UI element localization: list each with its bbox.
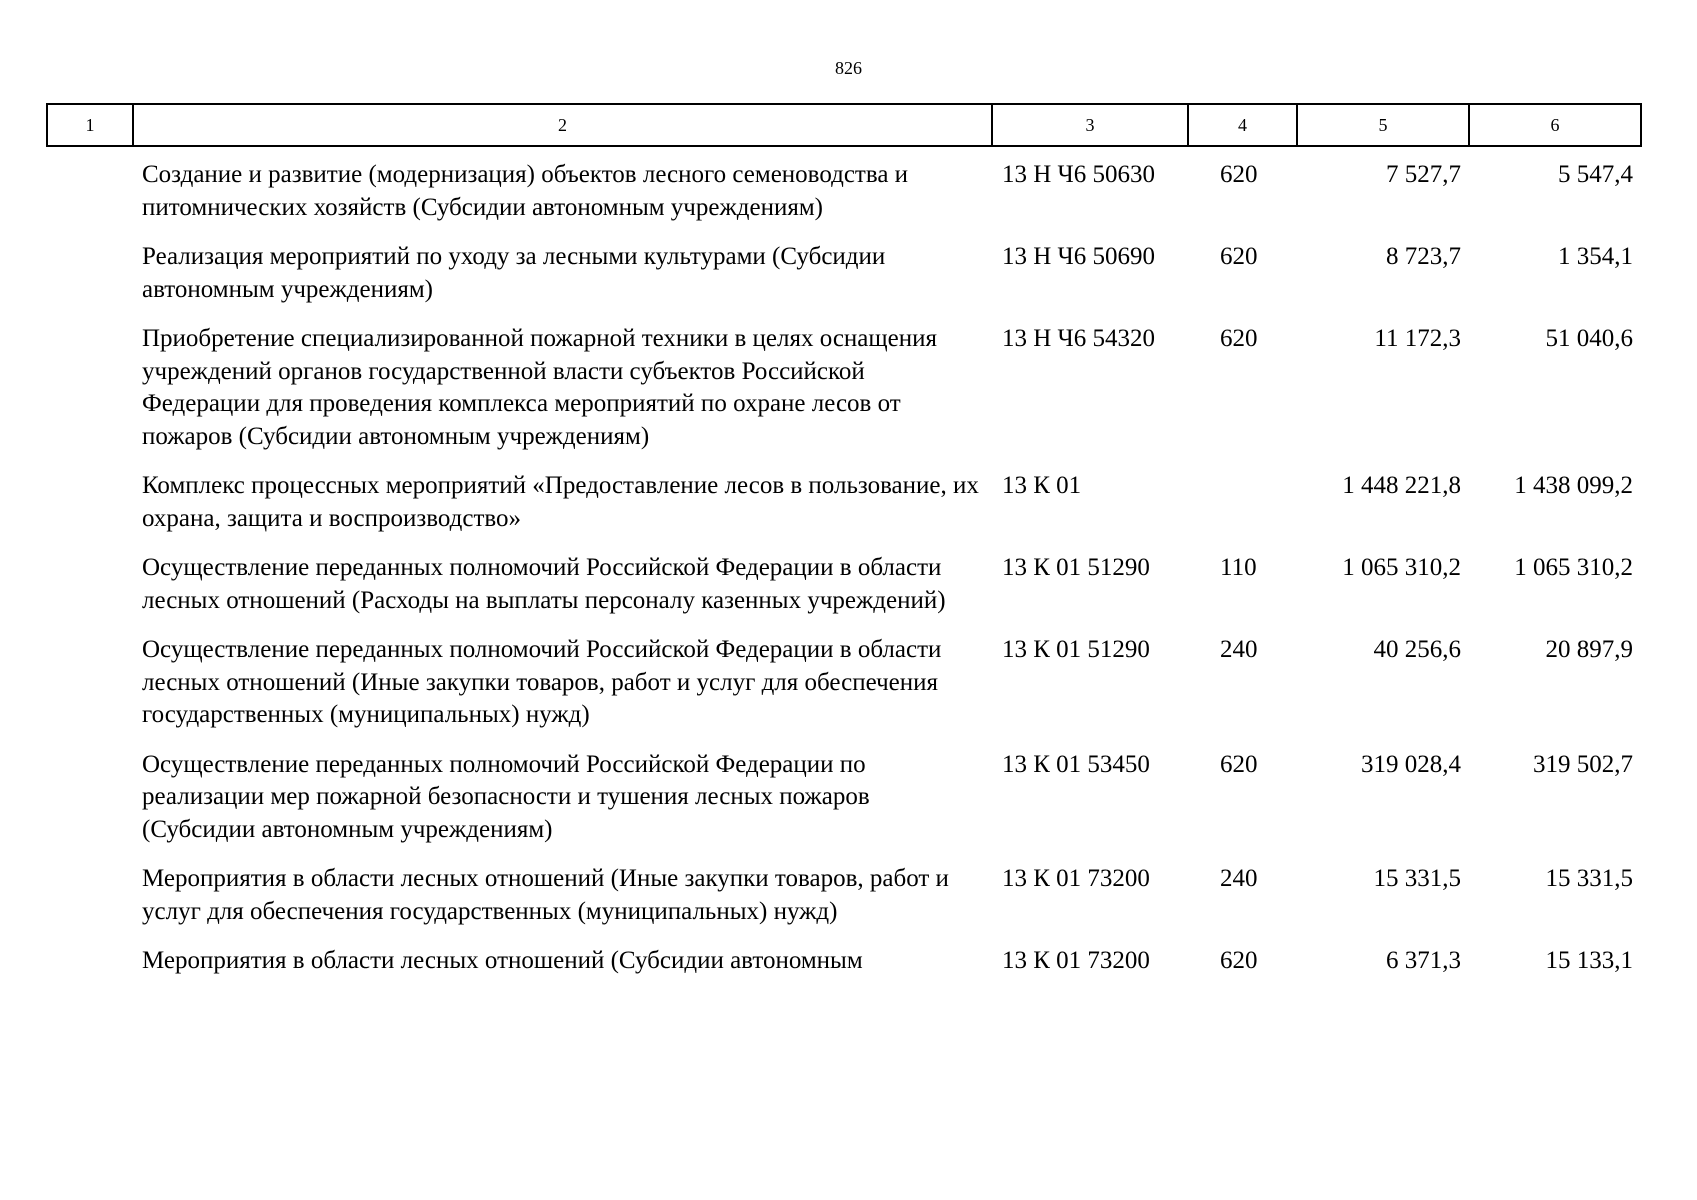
expense-type-cell: 620 xyxy=(1220,750,1258,778)
amount-col6-cell: 51 040,6 xyxy=(1545,325,1633,352)
page-number: 826 xyxy=(835,58,862,78)
row-number-cell xyxy=(47,241,133,323)
target-code-cell: 13 Н Ч6 50690 xyxy=(1002,243,1156,270)
description-cell: Мероприятия в области лесных отношений (Субсидии автономным xyxy=(142,947,863,974)
amount-col5-cell: 1 065 310,2 xyxy=(1342,554,1461,581)
amount-col6-cell: 15 331,5 xyxy=(1545,865,1633,892)
expense-type-cell xyxy=(1188,470,1297,552)
row-number-cell xyxy=(47,749,133,864)
row-number-cell xyxy=(47,634,133,749)
row-number-cell xyxy=(47,945,133,995)
row-number-cell xyxy=(47,863,133,945)
expense-type-cell: 620 xyxy=(1220,325,1258,352)
table-row xyxy=(47,552,1641,634)
amount-col6-cell: 1 438 099,2 xyxy=(1514,472,1633,499)
expense-type-cell: 240 xyxy=(1220,636,1258,663)
amount-col5-cell: 8 723,7 xyxy=(1386,243,1461,270)
table-row xyxy=(47,634,1641,749)
target-code-cell: 13 Н Ч6 54320 xyxy=(1002,325,1156,352)
column-header-4: 4 xyxy=(1188,104,1297,146)
amount-col5-cell: 1 448 221,8 xyxy=(1342,472,1461,499)
description-cell: Мероприятия в области лесных отношений (Иные закупки товаров, работ и услуг для обеспечения государственных (муниципальных) нужд) xyxy=(142,865,949,925)
column-header-1: 1 xyxy=(47,104,133,146)
amount-col5-cell: 6 371,3 xyxy=(1386,947,1461,974)
amount-col5-cell: 15 331,5 xyxy=(1373,865,1461,892)
table-row xyxy=(47,470,1641,552)
target-code-cell: 13 К 01 73200 xyxy=(1002,947,1150,974)
target-code-cell: 13 К 01 51290 xyxy=(1002,636,1150,663)
description-cell: Реализация мероприятий по уходу за лесными культурами (Субсидии автономным учреждениям) xyxy=(142,243,886,303)
expense-type-cell: 620 xyxy=(1220,243,1258,270)
amount-col6-cell: 20 897,9 xyxy=(1545,636,1633,663)
table-row xyxy=(47,749,1641,864)
row-number-cell xyxy=(47,146,133,241)
expense-type-cell: 110 xyxy=(1220,554,1257,581)
expense-type-cell: 620 xyxy=(1220,947,1258,974)
column-header-3: 3 xyxy=(992,104,1188,146)
target-code-cell: 13 К 01 xyxy=(1002,472,1082,499)
row-number-cell xyxy=(47,470,133,552)
column-header-6: 6 xyxy=(1469,104,1641,146)
column-header-5: 5 xyxy=(1297,104,1469,146)
amount-col5-cell: 40 256,6 xyxy=(1373,636,1461,663)
table-row xyxy=(47,323,1641,470)
description-cell: Осуществление переданных полномочий Российской Федерации в области лесных отношений (Расходы на выплаты персоналу казенных учреждений) xyxy=(142,554,946,614)
amount-col6-cell: 1 065 310,2 xyxy=(1514,554,1633,581)
column-header-2: 2 xyxy=(133,104,992,146)
description-cell: Осуществление переданных полномочий Российской Федерации в области лесных отношений (Иные закупки товаров, работ и услуг для обеспечения государственных (муниципальных) нужд) xyxy=(142,636,942,728)
budget-table xyxy=(46,103,1642,995)
expense-type-cell: 620 xyxy=(1220,161,1258,188)
table-row xyxy=(47,146,1641,241)
amount-col5-cell: 7 527,7 xyxy=(1386,161,1461,188)
description-cell: Приобретение специализированной пожарной техники в целях оснащения учреждений органов государственной власти субъектов Российской Федерации для проведения комплекса мероприятий по охране лесов от пожаров (Субсидии автономным учреждениям) xyxy=(142,325,937,450)
row-number-cell xyxy=(47,552,133,634)
description-cell: Создание и развитие (модернизация) объектов лесного семеноводства и питомнических хозяйств (Субсидии автономным учреждениям) xyxy=(142,161,909,221)
amount-col6-cell: 319 502,7 xyxy=(1533,750,1633,778)
amount-col5-cell: 319 028,4 xyxy=(1361,750,1461,778)
amount-col6-cell: 15 133,1 xyxy=(1545,947,1633,974)
table-header-row xyxy=(47,104,1641,146)
description-cell: Комплекс процессных мероприятий «Предоставление лесов в пользование, их охрана, защита и воспроизводство» xyxy=(142,472,979,532)
table-row xyxy=(47,241,1641,323)
amount-col5-cell: 11 172,3 xyxy=(1374,325,1461,352)
target-code-cell: 13 К 01 53450 xyxy=(1002,750,1150,778)
amount-col6-cell: 1 354,1 xyxy=(1558,243,1633,270)
table-row xyxy=(47,863,1641,945)
amount-col6-cell: 5 547,4 xyxy=(1558,161,1633,188)
table-row xyxy=(47,945,1641,995)
row-number-cell xyxy=(47,323,133,470)
description-cell: Осуществление переданных полномочий Российской Федерации по реализации мер пожарной безопасности и тушения лесных пожаров (Субсидии автономным учреждениям) xyxy=(142,750,870,843)
target-code-cell: 13 Н Ч6 50630 xyxy=(1002,161,1156,188)
target-code-cell: 13 К 01 51290 xyxy=(1002,554,1150,581)
target-code-cell: 13 К 01 73200 xyxy=(1002,865,1150,892)
expense-type-cell: 240 xyxy=(1220,865,1258,892)
